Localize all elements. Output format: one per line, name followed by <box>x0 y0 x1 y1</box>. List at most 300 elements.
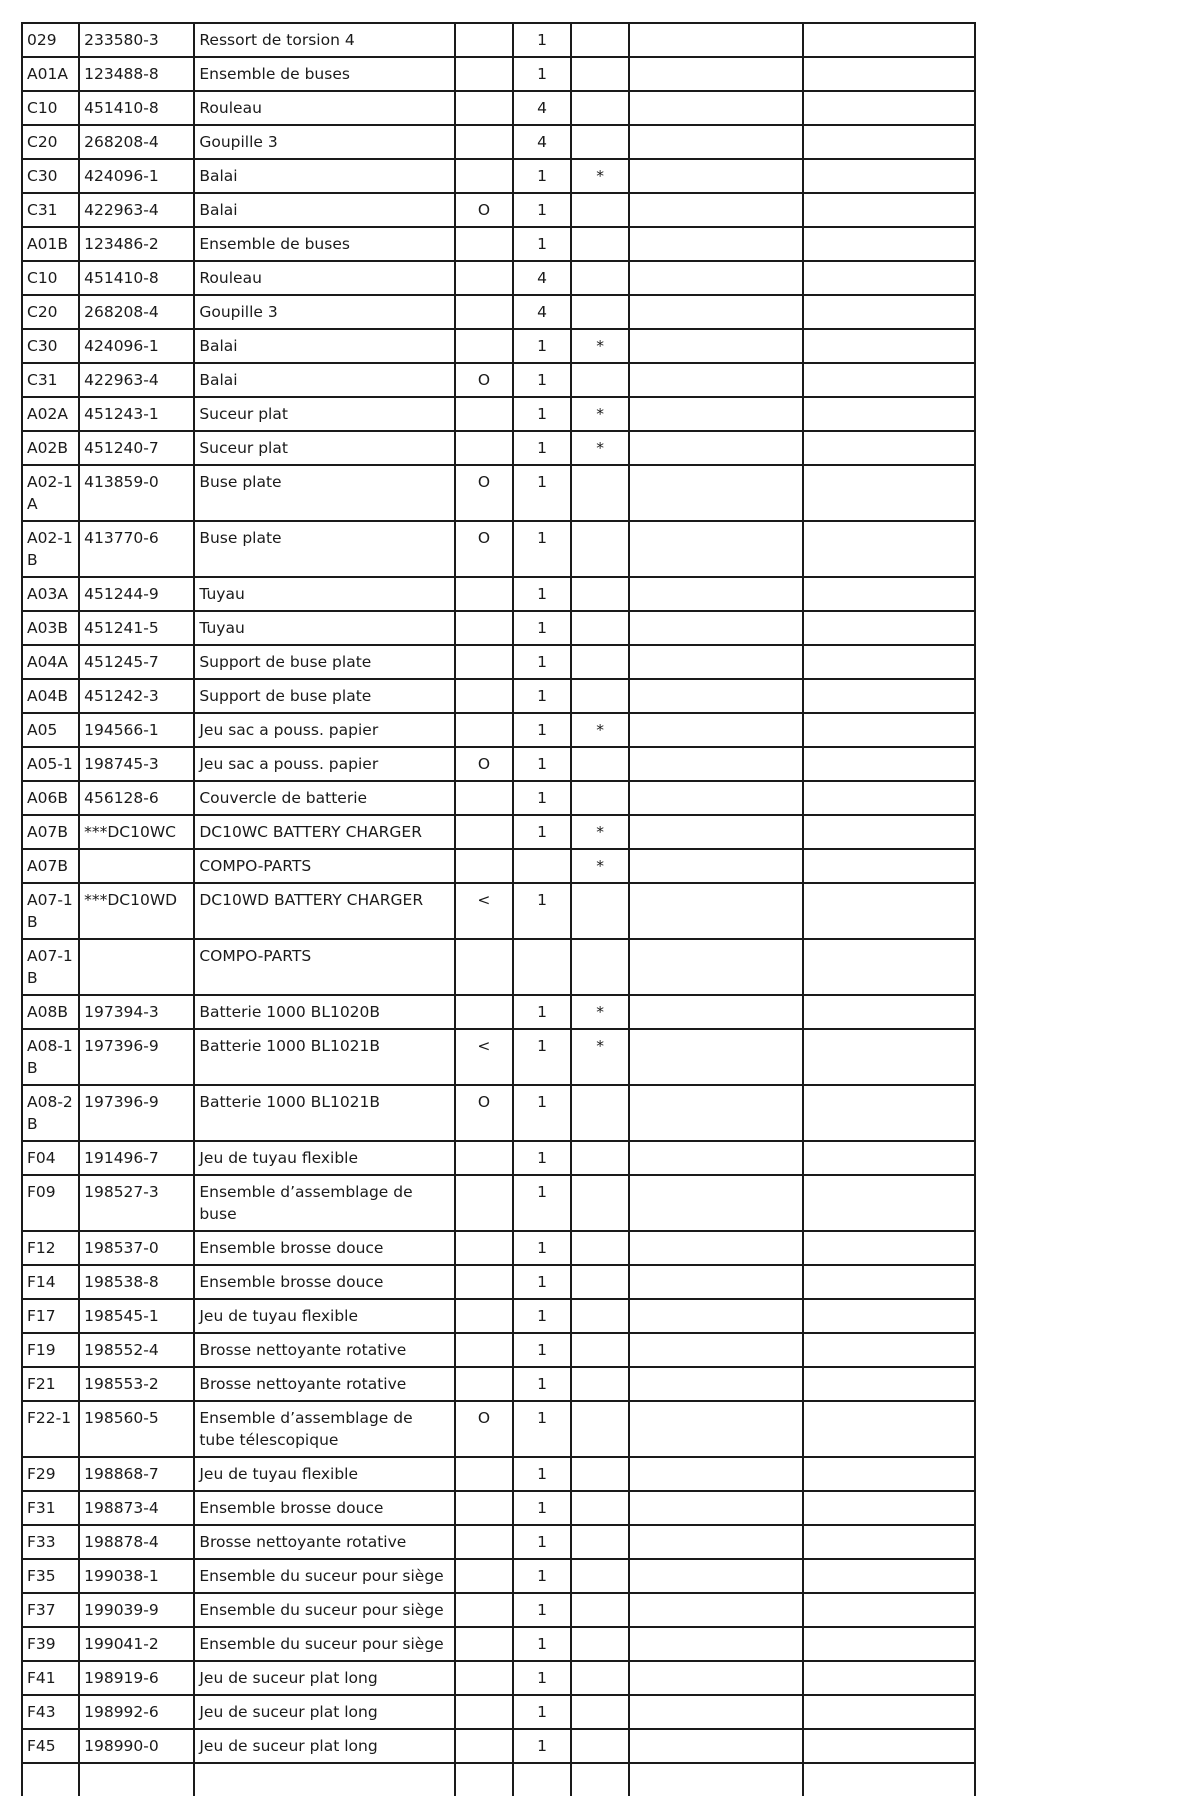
blank-cell <box>629 23 802 57</box>
item-number-cell: F35 <box>22 1559 79 1593</box>
note-mark-cell: * <box>571 713 629 747</box>
blank-cell <box>803 329 975 363</box>
option-mark-cell <box>455 23 513 57</box>
quantity-cell: 1 <box>513 645 571 679</box>
part-number-cell: ***DC10WD <box>79 883 194 939</box>
blank-cell <box>629 125 802 159</box>
option-mark-cell: < <box>455 883 513 939</box>
note-mark-cell <box>571 57 629 91</box>
note-mark-cell <box>571 611 629 645</box>
quantity-cell: 1 <box>513 1695 571 1729</box>
table-row <box>22 1525 975 1559</box>
part-number-cell: 268208-4 <box>79 295 194 329</box>
part-number-cell: 422963-4 <box>79 193 194 227</box>
table-row <box>22 397 975 431</box>
blank-cell <box>629 849 802 883</box>
blank-cell <box>803 1085 975 1141</box>
item-number-cell: A08-1B <box>22 1029 79 1085</box>
table-row <box>22 1627 975 1661</box>
blank-cell <box>803 1559 975 1593</box>
blank-cell <box>629 159 802 193</box>
table-row <box>22 1491 975 1525</box>
part-number-cell: 198560-5 <box>79 1401 194 1457</box>
note-mark-cell <box>571 1559 629 1593</box>
part-number-cell: 198992-6 <box>79 1695 194 1729</box>
blank-cell <box>803 1175 975 1231</box>
blank-cell <box>803 679 975 713</box>
table-row <box>22 577 975 611</box>
blank-cell <box>629 747 802 781</box>
item-number-cell: A03B <box>22 611 79 645</box>
blank-cell <box>79 1763 194 1796</box>
table-row <box>22 1729 975 1763</box>
option-mark-cell <box>455 1299 513 1333</box>
blank-cell <box>629 577 802 611</box>
note-mark-cell <box>571 1141 629 1175</box>
note-mark-cell <box>571 1729 629 1763</box>
item-number-cell: A08-2B <box>22 1085 79 1141</box>
blank-cell <box>629 261 802 295</box>
table-row <box>22 521 975 577</box>
description-cell: Goupille 3 <box>194 295 455 329</box>
part-number-cell: 424096-1 <box>79 159 194 193</box>
blank-cell <box>803 159 975 193</box>
table-row <box>22 1141 975 1175</box>
description-cell: COMPO-PARTS <box>194 849 455 883</box>
part-number-cell: 198553-2 <box>79 1367 194 1401</box>
blank-cell <box>629 995 802 1029</box>
option-mark-cell: O <box>455 193 513 227</box>
option-mark-cell <box>455 995 513 1029</box>
blank-cell <box>803 1729 975 1763</box>
blank-cell <box>629 939 802 995</box>
part-number-cell: 451245-7 <box>79 645 194 679</box>
blank-cell <box>629 781 802 815</box>
note-mark-cell <box>571 125 629 159</box>
description-cell: Batterie 1000 BL1021B <box>194 1029 455 1085</box>
table-row <box>22 329 975 363</box>
description-cell: Ensemble d’assemblage de buse <box>194 1175 455 1231</box>
part-number-cell: 268208-4 <box>79 125 194 159</box>
item-number-cell: C31 <box>22 363 79 397</box>
description-cell: Batterie 1000 BL1021B <box>194 1085 455 1141</box>
item-number-cell: A01B <box>22 227 79 261</box>
quantity-cell: 1 <box>513 1457 571 1491</box>
note-mark-cell <box>571 193 629 227</box>
description-cell: Jeu de tuyau flexible <box>194 1299 455 1333</box>
blank-cell <box>455 1763 513 1796</box>
note-mark-cell <box>571 1085 629 1141</box>
quantity-cell: 1 <box>513 1525 571 1559</box>
table-row <box>22 713 975 747</box>
description-cell: Goupille 3 <box>194 125 455 159</box>
option-mark-cell <box>455 1141 513 1175</box>
note-mark-cell <box>571 1401 629 1457</box>
blank-cell <box>803 363 975 397</box>
description-cell: DC10WD BATTERY CHARGER <box>194 883 455 939</box>
description-cell: Jeu de tuyau flexible <box>194 1457 455 1491</box>
table-row <box>22 295 975 329</box>
description-cell: Ensemble de buses <box>194 57 455 91</box>
note-mark-cell <box>571 645 629 679</box>
item-number-cell: A02B <box>22 431 79 465</box>
note-mark-cell <box>571 1457 629 1491</box>
item-number-cell: F04 <box>22 1141 79 1175</box>
option-mark-cell <box>455 227 513 261</box>
description-cell: Suceur plat <box>194 397 455 431</box>
item-number-cell: A05 <box>22 713 79 747</box>
description-cell: Jeu sac a pouss. papier <box>194 713 455 747</box>
table-row <box>22 1367 975 1401</box>
part-number-cell: 198527-3 <box>79 1175 194 1231</box>
description-cell: Balai <box>194 159 455 193</box>
part-number-cell: 198538-8 <box>79 1265 194 1299</box>
part-number-cell: 451244-9 <box>79 577 194 611</box>
item-number-cell: F33 <box>22 1525 79 1559</box>
table-row <box>22 849 975 883</box>
description-cell: Jeu de tuyau flexible <box>194 1141 455 1175</box>
quantity-cell: 1 <box>513 815 571 849</box>
description-cell: Ressort de torsion 4 <box>194 23 455 57</box>
quantity-cell: 1 <box>513 1085 571 1141</box>
quantity-cell: 1 <box>513 883 571 939</box>
blank-cell <box>629 1265 802 1299</box>
item-number-cell: A07B <box>22 849 79 883</box>
table-row <box>22 193 975 227</box>
item-number-cell: A08B <box>22 995 79 1029</box>
table-row <box>22 363 975 397</box>
part-number-cell: 422963-4 <box>79 363 194 397</box>
quantity-cell: 1 <box>513 1141 571 1175</box>
option-mark-cell: O <box>455 1085 513 1141</box>
part-number-cell: 198745-3 <box>79 747 194 781</box>
option-mark-cell: O <box>455 465 513 521</box>
part-number-cell: 451410-8 <box>79 261 194 295</box>
description-cell: Ensemble brosse douce <box>194 1231 455 1265</box>
quantity-cell: 1 <box>513 1593 571 1627</box>
blank-cell <box>629 1695 802 1729</box>
note-mark-cell: * <box>571 397 629 431</box>
part-number-cell: 198873-4 <box>79 1491 194 1525</box>
blank-cell <box>629 1401 802 1457</box>
blank-cell <box>629 1299 802 1333</box>
note-mark-cell <box>571 465 629 521</box>
note-mark-cell: * <box>571 159 629 193</box>
quantity-cell: 1 <box>513 1333 571 1367</box>
note-mark-cell <box>571 781 629 815</box>
item-number-cell: C31 <box>22 193 79 227</box>
blank-cell <box>629 815 802 849</box>
note-mark-cell <box>571 1333 629 1367</box>
part-number-cell: 199041-2 <box>79 1627 194 1661</box>
option-mark-cell <box>455 849 513 883</box>
blank-cell <box>803 747 975 781</box>
table-row <box>22 645 975 679</box>
blank-cell <box>629 397 802 431</box>
note-mark-cell <box>571 883 629 939</box>
option-mark-cell <box>455 939 513 995</box>
blank-cell <box>629 679 802 713</box>
item-number-cell: A04B <box>22 679 79 713</box>
item-number-cell: C10 <box>22 91 79 125</box>
blank-cell <box>629 645 802 679</box>
quantity-cell: 1 <box>513 1559 571 1593</box>
blank-cell <box>803 713 975 747</box>
blank-cell <box>803 577 975 611</box>
quantity-cell: 4 <box>513 261 571 295</box>
note-mark-cell: * <box>571 815 629 849</box>
table-row <box>22 1695 975 1729</box>
item-number-cell: A01A <box>22 57 79 91</box>
part-number-cell: 451241-5 <box>79 611 194 645</box>
blank-cell <box>803 1593 975 1627</box>
blank-cell <box>629 1491 802 1525</box>
part-number-cell: 199038-1 <box>79 1559 194 1593</box>
blank-cell <box>803 465 975 521</box>
blank-cell <box>629 1627 802 1661</box>
blank-cell <box>629 1729 802 1763</box>
option-mark-cell <box>455 1457 513 1491</box>
blank-cell <box>803 1661 975 1695</box>
quantity-cell: 1 <box>513 329 571 363</box>
item-number-cell: C10 <box>22 261 79 295</box>
item-number-cell: F37 <box>22 1593 79 1627</box>
part-number-cell: 198537-0 <box>79 1231 194 1265</box>
blank-cell <box>629 1457 802 1491</box>
option-mark-cell <box>455 91 513 125</box>
description-cell: Tuyau <box>194 577 455 611</box>
quantity-cell: 1 <box>513 1491 571 1525</box>
description-cell: Ensemble du suceur pour siège <box>194 1559 455 1593</box>
blank-cell <box>803 1627 975 1661</box>
part-number-cell <box>79 939 194 995</box>
option-mark-cell <box>455 1491 513 1525</box>
parts-table <box>21 22 976 1796</box>
blank-cell <box>803 397 975 431</box>
quantity-cell: 1 <box>513 1175 571 1231</box>
table-row <box>22 995 975 1029</box>
option-mark-cell: O <box>455 521 513 577</box>
description-cell: Batterie 1000 BL1020B <box>194 995 455 1029</box>
table-row <box>22 1231 975 1265</box>
table-row <box>22 1029 975 1085</box>
option-mark-cell <box>455 1175 513 1231</box>
option-mark-cell: O <box>455 363 513 397</box>
item-number-cell: C30 <box>22 329 79 363</box>
table-row <box>22 465 975 521</box>
quantity-cell: 1 <box>513 397 571 431</box>
option-mark-cell <box>455 261 513 295</box>
description-cell: Buse plate <box>194 521 455 577</box>
description-cell: Tuyau <box>194 611 455 645</box>
option-mark-cell <box>455 1661 513 1695</box>
blank-cell <box>803 815 975 849</box>
note-mark-cell <box>571 577 629 611</box>
blank-cell <box>803 57 975 91</box>
item-number-cell: A02-1B <box>22 521 79 577</box>
quantity-cell: 1 <box>513 1029 571 1085</box>
blank-cell <box>803 1763 975 1796</box>
option-mark-cell <box>455 1231 513 1265</box>
table-row <box>22 91 975 125</box>
table-row <box>22 1401 975 1457</box>
option-mark-cell <box>455 1265 513 1299</box>
blank-cell <box>803 611 975 645</box>
description-cell: Rouleau <box>194 91 455 125</box>
description-cell: Balai <box>194 193 455 227</box>
blank-cell <box>629 1367 802 1401</box>
item-number-cell: A07B <box>22 815 79 849</box>
blank-cell <box>629 1175 802 1231</box>
part-number-cell: 123486-2 <box>79 227 194 261</box>
note-mark-cell: * <box>571 1029 629 1085</box>
blank-cell <box>629 883 802 939</box>
part-number-cell: 451410-8 <box>79 91 194 125</box>
quantity-cell: 1 <box>513 611 571 645</box>
table-row-continued <box>22 1763 975 1796</box>
blank-cell <box>629 295 802 329</box>
option-mark-cell <box>455 125 513 159</box>
option-mark-cell <box>455 611 513 645</box>
table-row <box>22 1175 975 1231</box>
item-number-cell: A03A <box>22 577 79 611</box>
table-row <box>22 1085 975 1141</box>
note-mark-cell <box>571 679 629 713</box>
blank-cell <box>803 1525 975 1559</box>
description-cell: Rouleau <box>194 261 455 295</box>
item-number-cell: C20 <box>22 295 79 329</box>
blank-cell <box>629 329 802 363</box>
description-cell: Ensemble brosse douce <box>194 1491 455 1525</box>
item-number-cell: F31 <box>22 1491 79 1525</box>
option-mark-cell <box>455 1627 513 1661</box>
blank-cell <box>629 193 802 227</box>
option-mark-cell <box>455 1333 513 1367</box>
description-cell: Jeu sac a pouss. papier <box>194 747 455 781</box>
item-number-cell: F39 <box>22 1627 79 1661</box>
blank-cell <box>629 1231 802 1265</box>
table-row <box>22 679 975 713</box>
item-number-cell: A02A <box>22 397 79 431</box>
quantity-cell: 1 <box>513 1729 571 1763</box>
quantity-cell: 1 <box>513 465 571 521</box>
quantity-cell: 1 <box>513 193 571 227</box>
part-number-cell: 451240-7 <box>79 431 194 465</box>
blank-cell <box>22 1763 79 1796</box>
item-number-cell: F19 <box>22 1333 79 1367</box>
description-cell: Ensemble brosse douce <box>194 1265 455 1299</box>
part-number-cell: ***DC10WC <box>79 815 194 849</box>
description-cell: Brosse nettoyante rotative <box>194 1367 455 1401</box>
quantity-cell: 1 <box>513 1627 571 1661</box>
blank-cell <box>629 713 802 747</box>
description-cell: Ensemble de buses <box>194 227 455 261</box>
note-mark-cell <box>571 1593 629 1627</box>
quantity-cell: 1 <box>513 1661 571 1695</box>
quantity-cell: 4 <box>513 295 571 329</box>
part-number-cell: 123488-8 <box>79 57 194 91</box>
item-number-cell: F17 <box>22 1299 79 1333</box>
description-cell: Balai <box>194 329 455 363</box>
blank-cell <box>803 1367 975 1401</box>
item-number-cell: F09 <box>22 1175 79 1231</box>
note-mark-cell <box>571 1265 629 1299</box>
table-row <box>22 1593 975 1627</box>
part-number-cell: 198878-4 <box>79 1525 194 1559</box>
item-number-cell: F12 <box>22 1231 79 1265</box>
blank-cell <box>803 91 975 125</box>
option-mark-cell <box>455 679 513 713</box>
blank-cell <box>803 23 975 57</box>
blank-cell <box>629 91 802 125</box>
table-row <box>22 23 975 57</box>
note-mark-cell <box>571 747 629 781</box>
part-number-cell: 198545-1 <box>79 1299 194 1333</box>
quantity-cell: 1 <box>513 1299 571 1333</box>
description-cell: Buse plate <box>194 465 455 521</box>
note-mark-cell <box>571 363 629 397</box>
quantity-cell: 1 <box>513 431 571 465</box>
table-row <box>22 125 975 159</box>
description-cell: DC10WC BATTERY CHARGER <box>194 815 455 849</box>
option-mark-cell <box>455 577 513 611</box>
blank-cell <box>803 1231 975 1265</box>
item-number-cell: A04A <box>22 645 79 679</box>
quantity-cell: 4 <box>513 125 571 159</box>
table-row <box>22 781 975 815</box>
note-mark-cell <box>571 1627 629 1661</box>
option-mark-cell <box>455 815 513 849</box>
quantity-cell: 1 <box>513 57 571 91</box>
note-mark-cell <box>571 1231 629 1265</box>
option-mark-cell: O <box>455 747 513 781</box>
part-number-cell: 198990-0 <box>79 1729 194 1763</box>
quantity-cell: 1 <box>513 679 571 713</box>
blank-cell <box>803 431 975 465</box>
table-row <box>22 1333 975 1367</box>
table-row <box>22 261 975 295</box>
note-mark-cell <box>571 23 629 57</box>
item-number-cell: F43 <box>22 1695 79 1729</box>
quantity-cell: 4 <box>513 91 571 125</box>
option-mark-cell <box>455 1695 513 1729</box>
part-number-cell: 424096-1 <box>79 329 194 363</box>
blank-cell <box>629 1559 802 1593</box>
item-number-cell: C20 <box>22 125 79 159</box>
option-mark-cell: O <box>455 1401 513 1457</box>
item-number-cell: 029 <box>22 23 79 57</box>
option-mark-cell <box>455 1559 513 1593</box>
blank-cell <box>803 261 975 295</box>
quantity-cell: 1 <box>513 23 571 57</box>
description-cell: Suceur plat <box>194 431 455 465</box>
note-mark-cell <box>571 261 629 295</box>
blank-cell <box>629 1525 802 1559</box>
note-mark-cell: * <box>571 849 629 883</box>
option-mark-cell <box>455 397 513 431</box>
option-mark-cell <box>455 295 513 329</box>
item-number-cell: F41 <box>22 1661 79 1695</box>
note-mark-cell <box>571 1525 629 1559</box>
item-number-cell: F45 <box>22 1729 79 1763</box>
blank-cell <box>629 57 802 91</box>
table-row <box>22 1265 975 1299</box>
part-number-cell: 194566-1 <box>79 713 194 747</box>
part-number-cell: 413859-0 <box>79 465 194 521</box>
description-cell: Jeu de suceur plat long <box>194 1729 455 1763</box>
part-number-cell: 197396-9 <box>79 1029 194 1085</box>
description-cell: Jeu de suceur plat long <box>194 1695 455 1729</box>
